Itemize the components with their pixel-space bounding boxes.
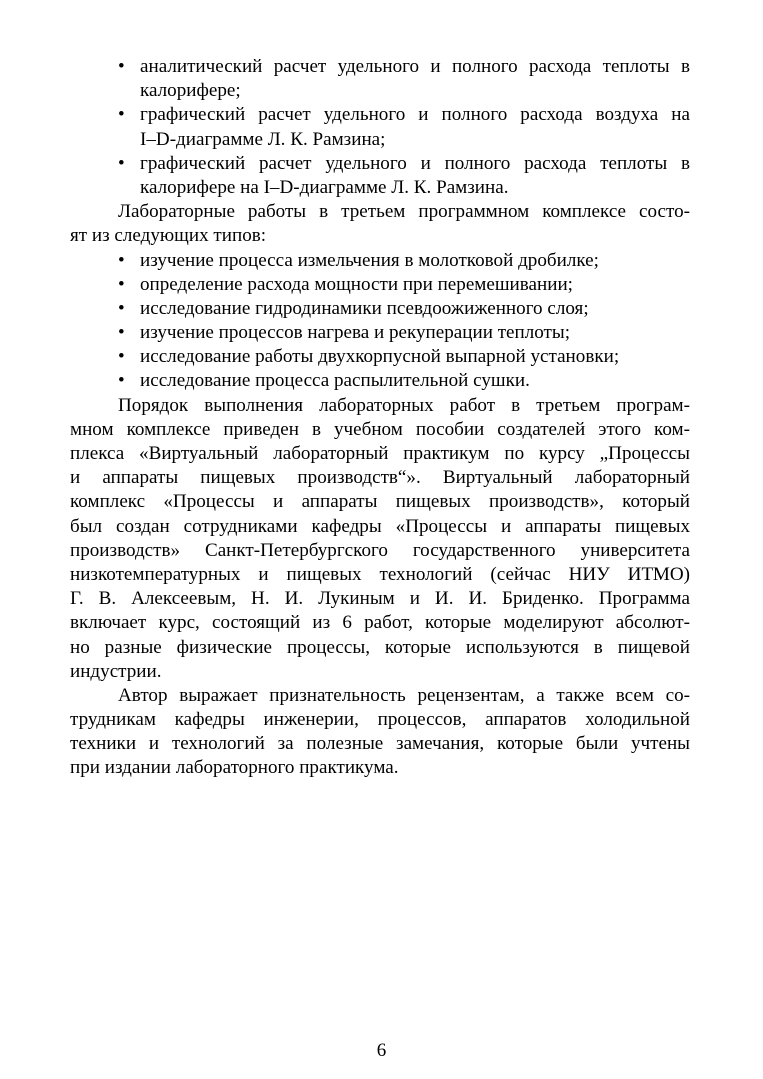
paragraph-line: производств» Санкт-Петербургского государственного университета xyxy=(70,539,690,561)
list-item xyxy=(70,273,690,297)
list-item-text: изучение процесса измельчения в молотковой дробилке; xyxy=(140,249,599,271)
list-item-text: I–D-диаграмме Л. К. Рамзина; xyxy=(140,128,386,150)
bullet-icon: • xyxy=(118,273,125,295)
list-item-text: графический расчет удельного и полного расхода воздуха на xyxy=(140,104,690,126)
paragraph-line: трудникам кафедры инженерии, процессов, аппаратов холодильной xyxy=(70,709,690,731)
list-item xyxy=(70,297,690,321)
page-number: 6 xyxy=(376,1040,387,1061)
list-item-text: исследование работы двухкорпусной выпарной установки; xyxy=(140,346,620,368)
paragraph-line: низкотемпературных и пищевых технологий (сейчас НИУ ИТМО) xyxy=(70,563,690,585)
bullet-icon: • xyxy=(118,297,125,319)
list-item xyxy=(70,345,690,369)
bullet-icon: • xyxy=(118,249,125,271)
bullet-icon: • xyxy=(118,370,125,392)
paragraph-line: индустрии. xyxy=(70,660,162,682)
list-item-text: калорифере на I–D-диаграмме Л. К. Рамзина. xyxy=(140,176,509,198)
list-item xyxy=(70,103,690,151)
paragraph-1 xyxy=(70,200,690,248)
list-item-text: графический расчет удельного и полного расхода теплоты в xyxy=(140,152,690,174)
bullet-icon: • xyxy=(118,346,125,368)
paragraph-2 xyxy=(70,394,690,684)
paragraph-line: Г. В. Алексеевым, Н. И. Лукиным и И. И. Бриденко. Программа xyxy=(70,588,690,610)
list-2 xyxy=(70,249,690,394)
paragraph-line: мном комплексе приведен в учебном пособии создателей этого ком- xyxy=(70,418,690,440)
list-item xyxy=(70,369,690,393)
paragraph-line: при издании лабораторного практикума. xyxy=(70,757,399,779)
list-1 xyxy=(70,55,690,200)
bullet-icon: • xyxy=(118,56,125,77)
paragraph-line: и аппараты пищевых производств“». Виртуальный лабораторный xyxy=(70,467,690,489)
list-item-text: аналитический расчет удельного и полного расхода теплоты в xyxy=(140,56,690,77)
bullet-icon: • xyxy=(118,104,125,126)
paragraph-line: Лабораторные работы в третьем программном комплексе состо- xyxy=(118,201,690,223)
list-item xyxy=(70,55,690,103)
paragraph-line: Автор выражает признательность рецензентам, а также всем со- xyxy=(118,684,690,706)
list-item-text: изучение процессов нагрева и рекуперации теплоты; xyxy=(140,322,571,344)
paragraph-line: но разные физические процессы, которые используются в пищевой xyxy=(70,636,690,658)
list-item xyxy=(70,321,690,345)
list-item xyxy=(70,152,690,200)
list-item xyxy=(70,249,690,273)
list-item-text: калорифере; xyxy=(140,80,241,102)
paragraph-3 xyxy=(70,684,690,781)
document-page xyxy=(70,55,690,781)
paragraph-line: Порядок выполнения лабораторных работ в третьем програм- xyxy=(118,394,690,416)
list-item-text: определение расхода мощности при перемешивании; xyxy=(140,273,573,295)
paragraph-line: техники и технологий за полезные замечания, которые были учтены xyxy=(70,733,690,755)
paragraph-line: ят из следующих типов: xyxy=(70,225,267,247)
paragraph-line: комплекс «Процессы и аппараты пищевых производств», который xyxy=(70,491,690,513)
paragraph-line: плекса «Виртуальный лабораторный практикум по курсу „Процессы xyxy=(70,443,690,464)
paragraph-line: был создан сотрудниками кафедры «Процессы и аппараты пищевых xyxy=(70,515,690,537)
paragraph-line: включает курс, состоящий из 6 работ, которые моделируют абсолют- xyxy=(70,612,690,634)
list-item-text: исследование процесса распылительной сушки. xyxy=(140,370,530,392)
bullet-icon: • xyxy=(118,152,125,174)
bullet-icon: • xyxy=(118,322,125,344)
list-item-text: исследование гидродинамики псевдоожиженного слоя; xyxy=(140,297,589,319)
